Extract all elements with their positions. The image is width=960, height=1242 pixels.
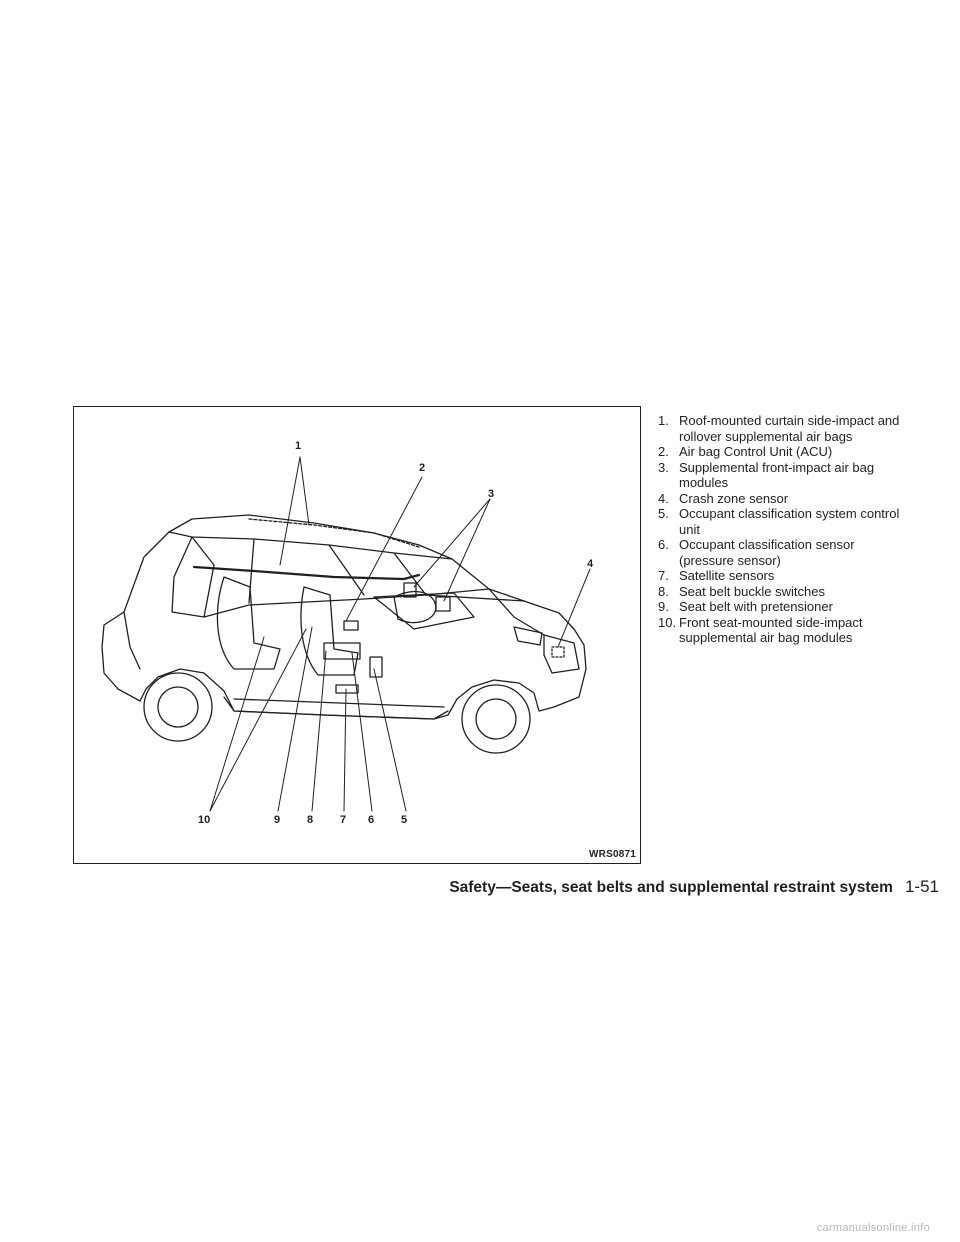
airbag-diagram-figure bbox=[73, 406, 641, 864]
legend-number: 7. bbox=[658, 568, 669, 583]
legend-text: supplemental air bag modules bbox=[679, 630, 853, 645]
grille bbox=[544, 635, 579, 673]
legend-number: 10. bbox=[658, 614, 677, 630]
legend-text: Satellite sensors bbox=[679, 568, 775, 583]
roof-rail-airbag bbox=[249, 519, 419, 547]
legend-item bbox=[658, 568, 938, 584]
legend-text: Occupant classification sensor bbox=[679, 537, 855, 552]
legend-number: 6. bbox=[658, 537, 669, 552]
leader-lines bbox=[210, 457, 590, 811]
legend-number: 9. bbox=[658, 599, 669, 614]
legend-text: Occupant classification system control bbox=[679, 506, 900, 521]
legend-item bbox=[658, 444, 938, 460]
rear-wheel bbox=[144, 673, 212, 741]
legend-text: rollover supplemental air bags bbox=[679, 428, 853, 444]
legend-item bbox=[658, 537, 938, 568]
legend-item bbox=[658, 506, 938, 537]
callout-5: 5 bbox=[401, 814, 408, 826]
vehicle-cutaway-diagram bbox=[74, 407, 640, 863]
legend-item bbox=[658, 615, 938, 646]
callout-8: 8 bbox=[307, 814, 314, 826]
a-pillar bbox=[329, 545, 364, 595]
legend-text: Roof-mounted curtain side-impact and bbox=[679, 413, 900, 428]
legend-number: 5. bbox=[658, 506, 669, 521]
section-title: Safety—Seats, seat belts and supplemental restraint system bbox=[449, 879, 893, 896]
occupant-sensor-pad bbox=[324, 643, 360, 659]
legend-text: Air bag Control Unit (ACU) bbox=[679, 444, 833, 459]
legend-number: 2. bbox=[658, 444, 669, 459]
curtain-airbag bbox=[194, 567, 419, 579]
legend-text: Seat belt buckle switches bbox=[679, 583, 825, 599]
legend-number: 8. bbox=[658, 583, 669, 599]
legend-text: unit bbox=[679, 521, 700, 537]
roof-line bbox=[169, 532, 452, 559]
page-number: 1-51 bbox=[904, 877, 939, 896]
callout-3: 3 bbox=[488, 488, 495, 500]
headlight bbox=[514, 627, 542, 645]
windshield bbox=[394, 553, 489, 595]
callout-9: 9 bbox=[274, 814, 281, 826]
callout-4: 4 bbox=[587, 558, 594, 570]
legend-item bbox=[658, 413, 938, 444]
callout-10: 10 bbox=[198, 814, 211, 826]
legend-text: Seat belt with pretensioner bbox=[679, 599, 833, 614]
site-watermark: carmanualsonline.info bbox=[816, 1222, 930, 1234]
front-wheel bbox=[462, 685, 530, 753]
legend-text: Crash zone sensor bbox=[679, 490, 789, 506]
callout-6: 6 bbox=[368, 814, 375, 826]
legend-text: (pressure sensor) bbox=[679, 552, 781, 568]
rear-seat bbox=[217, 577, 280, 669]
legend-number: 4. bbox=[658, 490, 669, 506]
passenger-airbag-module bbox=[436, 597, 450, 611]
callout-1: 1 bbox=[295, 440, 302, 452]
callout-2: 2 bbox=[419, 462, 426, 474]
component-legend bbox=[658, 413, 938, 646]
legend-item bbox=[658, 584, 938, 600]
crash-zone-sensor bbox=[552, 647, 564, 657]
legend-item bbox=[658, 599, 938, 615]
dashboard bbox=[374, 593, 474, 629]
legend-number: 1. bbox=[658, 413, 669, 428]
legend-item bbox=[658, 460, 938, 491]
tailgate bbox=[124, 612, 140, 669]
legend-number: 3. bbox=[658, 459, 669, 475]
legend-text: Supplemental front-impact air bag bbox=[679, 459, 875, 475]
figure-code: WRS0871 bbox=[589, 849, 636, 860]
occupant-control-unit bbox=[370, 657, 382, 677]
satellite-sensor bbox=[336, 685, 358, 693]
acu-module bbox=[344, 621, 358, 630]
rear-window bbox=[172, 537, 214, 617]
callout-7: 7 bbox=[340, 814, 347, 826]
legend-item bbox=[658, 491, 938, 507]
page-footer bbox=[368, 877, 939, 897]
legend-text: Front seat-mounted side-impact bbox=[679, 614, 863, 630]
front-wheel-hub bbox=[476, 699, 516, 739]
legend-text: modules bbox=[679, 475, 729, 490]
rear-wheel-hub bbox=[158, 687, 198, 727]
